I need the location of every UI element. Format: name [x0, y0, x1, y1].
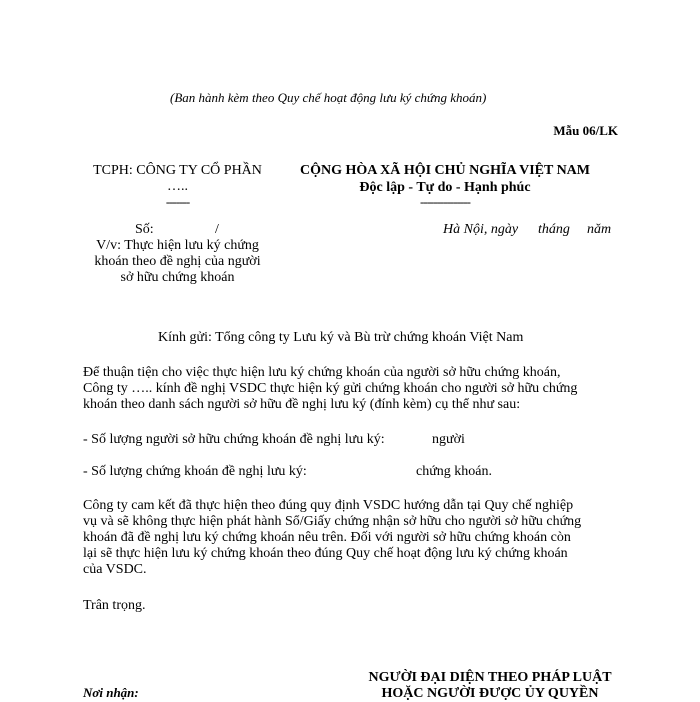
- date-month: tháng: [538, 222, 570, 237]
- issuer-name: TCPH: CÔNG TY CỔ PHẦN: [93, 163, 262, 178]
- paragraph-line: khoán đã đề nghị lưu ký chứng khoán nêu trên. Đối với người sở hữu chứng khoán còn: [83, 530, 571, 545]
- regulation-note: (Ban hành kèm theo Quy chế hoạt động lưu ký chứng khoán): [170, 90, 487, 105]
- paragraph-line: Công ty cam kết đã thực hiện theo đúng quy định VSDC hướng dẫn tại Quy chế nghiệp: [83, 498, 574, 513]
- subject-line-3: sở hữu chứng khoán: [120, 270, 235, 285]
- signature-title-line-2: HOẶC NGƯỜI ĐƯỢC ỦY QUYỀN: [381, 686, 599, 701]
- nation-divider: ---------------: [420, 194, 470, 209]
- nation-title: CỘNG HÒA XÃ HỘI CHỦ NGHĨA VIỆT NAM: [299, 163, 590, 178]
- place-date: Hà Nội, ngày: [443, 222, 519, 237]
- subject-line-1: V/v: Thực hiện lưu ký chứng: [96, 238, 259, 253]
- paragraph-line: khoán theo danh sách người sở hữu đề nghị lưu ký (đính kèm) cụ thể như sau:: [83, 397, 521, 412]
- holders-count-unit: người: [432, 432, 465, 447]
- document-number-slash: /: [215, 222, 219, 237]
- commitment-paragraph: [83, 498, 623, 578]
- securities-count-label: - Số lượng chứng khoán đề nghị lưu ký:: [83, 464, 307, 479]
- paragraph-line: lại sẽ thực hiện lưu ký chứng khoán theo đúng Quy chế hoạt động lưu ký chứng khoán: [83, 546, 568, 561]
- closing-greeting: Trân trọng.: [83, 598, 146, 613]
- paragraph-line: Công ty ….. kính đề nghị VSDC thực hiện ký gửi chứng khoán cho người sở hữu chứng: [83, 381, 578, 396]
- form-code: Mẫu 06/LK: [553, 123, 618, 138]
- subject-line-2: khoán theo đề nghị của người: [94, 254, 261, 269]
- request-paragraph: [83, 365, 623, 413]
- nation-motto: Độc lập - Tự do - Hạnh phúc: [359, 180, 531, 195]
- recipient-line: Kính gửi: Tổng công ty Lưu ký và Bù trừ chứng khoán Việt Nam: [158, 330, 524, 345]
- paragraph-line: Để thuận tiện cho việc thực hiện lưu ký chứng khoán của người sở hữu chứng khoán,: [83, 365, 561, 380]
- issuer-divider: -------: [165, 194, 190, 209]
- date-year: năm: [587, 222, 612, 237]
- holders-count-label: - Số lượng người sở hữu chứng khoán đề nghị lưu ký:: [83, 432, 385, 447]
- paragraph-line: của VSDC.: [83, 562, 147, 577]
- paragraph-line: vụ và sẽ không thực hiện phát hành Sổ/Giấy chứng nhận sở hữu cho người sở hữu chứng: [83, 514, 582, 529]
- securities-count-unit: chứng khoán.: [416, 464, 493, 479]
- subject-line: [80, 238, 275, 286]
- issuer-name-blank: …..: [167, 179, 188, 194]
- document-number-label: Số:: [135, 222, 154, 237]
- signature-title-line-1: NGƯỜI ĐẠI DIỆN THEO PHÁP LUẬT: [368, 670, 612, 685]
- recipients-label: Nơi nhận:: [83, 685, 139, 700]
